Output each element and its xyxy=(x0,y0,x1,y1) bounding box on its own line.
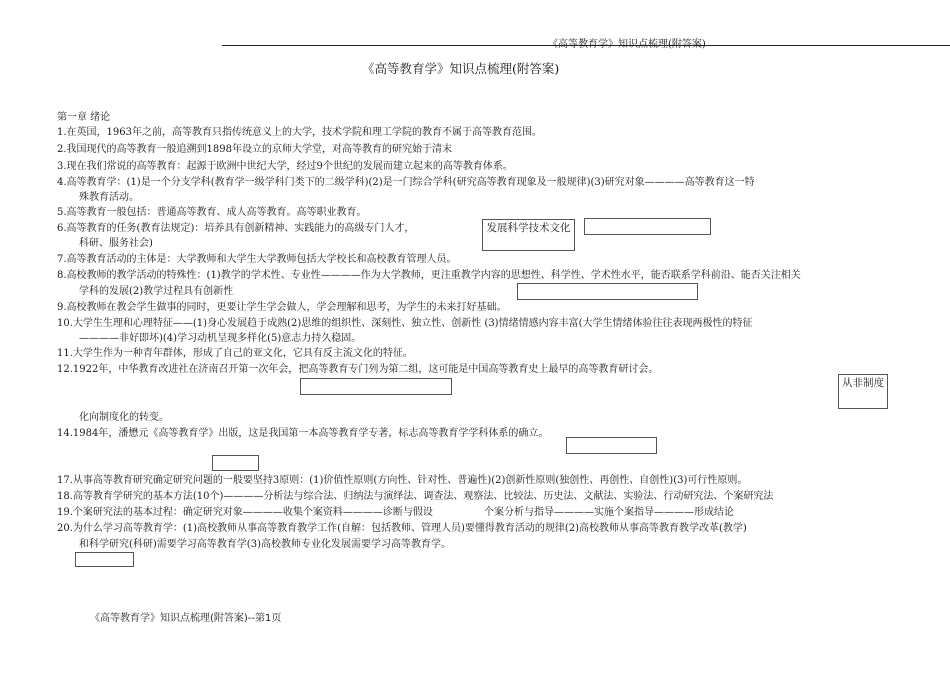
answer-blank[interactable] xyxy=(584,218,711,235)
item-14: 14.1984年，潘懋元《高等教育学》出版，这是我国第一本高等教育学专著，标志高等教育学学科体系的确立。 xyxy=(57,428,549,439)
document-title: 《高等教育学》知识点梳理(附答案) xyxy=(362,61,560,76)
running-header: 《高等教育学》知识点梳理(附答案) xyxy=(548,39,706,50)
item-7: 7.高等教育活动的主体是：大学教师和大学生大学教师包括大学校长和高校教育管理人员。 xyxy=(57,254,457,265)
answer-blank[interactable] xyxy=(212,455,259,471)
item-2: 2.我国现代的高等教育一般追溯到1898年设立的京师大学堂，对高等教育的研究始于清末 xyxy=(57,144,452,155)
answer-blank[interactable] xyxy=(566,437,657,454)
item-18: 18.高等教育学研究的基本方法(10个)————分析法与综合法、归纳法与演绎法、调查法、观察法、比较法、历史法、文献法、实验法、行动研究法、个案研究法 xyxy=(57,491,774,502)
item-6-cont: 科研、服务社会) xyxy=(79,238,153,249)
item-19-cont: 个案分析与指导————实施个案指导————形成结论 xyxy=(484,507,734,518)
item-9: 9.高校教师在教会学生做事的同时，更要让学生学会做人，学会理解和思考，为学生的未来打好基础。 xyxy=(57,302,507,313)
item-19: 19.个案研究法的基本过程：确定研究对象————收集个案资料————诊断与假设 xyxy=(57,507,433,518)
item-1: 1.在英国，1963年之前，高等教育只指传统意义上的大学，技术学院和理工学院的教育不属于高等教育范围。 xyxy=(57,127,542,138)
item-10: 10.大学生生理和心理特征——(1)身心发展趋于成熟(2)思维的组织性、深刻性、独立性、创新性 (3)情绪情感内容丰富(大学生情绪体验往往表现两极性的特征 xyxy=(57,318,753,329)
item-13-tail: 化向制度化的转变。 xyxy=(79,412,169,423)
item-17: 17.从事高等教育研究确定研究问题的一般要坚持3原则：(1)价值性原则(方向性、针对性、普遍性)(2)创新性原则(独创性、再创性、自创性)(3)可行性原则。 xyxy=(57,475,748,486)
item-12: 12.1922年，中华教育改进社在济南召开第一次年会，把高等教育专门列为第二组，这可能是中国高等教育史上最早的高等教育研讨会。 xyxy=(57,364,659,375)
item-11: 11.大学生作为一种青年群体，形成了自己的亚文化，它具有反主流文化的特征。 xyxy=(57,348,413,359)
answer-blank[interactable] xyxy=(300,378,452,395)
item-4: 4.高等教育学：(1)是一个分支学科(教育学一级学科门类下的二级学科)(2)是一门综合学科(研究高等教育现象及一般规律)(3)研究对象————高等教育这一特 xyxy=(57,177,755,188)
page-footer: 《高等教育学》知识点梳理(附答案)--第1页 xyxy=(90,613,282,624)
answer-box-text: 从非制度 xyxy=(838,374,888,409)
item-5: 5.高等教育一般包括：普通高等教育、成人高等教育。高等职业教育。 xyxy=(57,207,367,218)
chapter-heading: 第一章 绪论 xyxy=(57,112,111,123)
item-20-cont: 和科学研究(科研)需要学习高等教育学(3)高校教师专业化发展需要学习高等教育学。 xyxy=(79,539,451,550)
item-3: 3.现在我们常说的高等教育：起源于欧洲中世纪大学，经过9个世纪的发展而建立起来的高等教育体系。 xyxy=(57,161,513,172)
item-20: 20.为什么学习高等教育学：(1)高校教师从事高等教育教学工作(自解：包括教师、管理人员)要懂得教育活动的规律(2)高校教师从事高等教育教学改革(教学) xyxy=(57,523,747,534)
item-10-cont: ————非好即坏)(4)学习动机呈现多样化(5)意志力持久稳固。 xyxy=(79,333,362,344)
item-6: 6.高等教育的任务(教育法规定)：培养具有创新精神、实践能力的高级专门人才， xyxy=(57,223,415,234)
item-8-cont: 学科的发展(2)教学过程具有创新性 xyxy=(79,286,234,297)
item-4-cont: 殊教育活动。 xyxy=(79,192,139,203)
answer-blank[interactable] xyxy=(517,283,698,300)
answer-blank[interactable] xyxy=(75,552,134,567)
item-8: 8.高校教师的教学活动的特殊性：(1)教学的学术性、专业性————作为大学教师，更注重教学内容的思想性、科学性、学术性水平，能否联系学科前沿、能否关注相关 xyxy=(57,270,801,281)
answer-box-text: 发展科学技术文化 xyxy=(482,219,575,251)
